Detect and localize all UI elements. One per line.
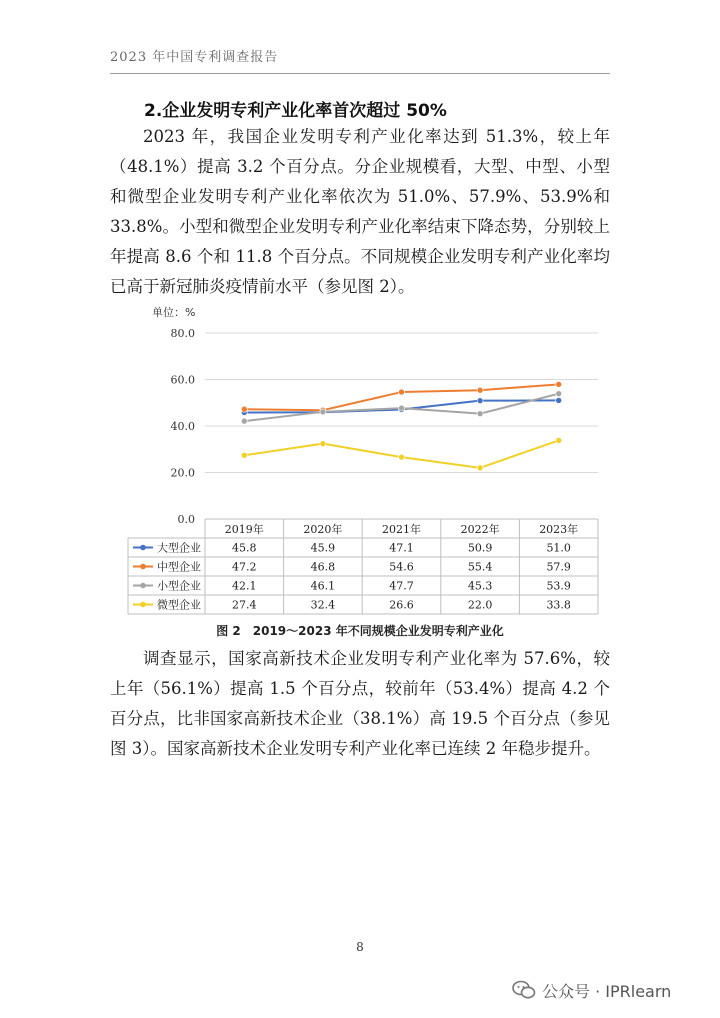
data-label: 47.7	[389, 579, 414, 593]
data-label: 53.9	[546, 579, 571, 593]
y-tick-label: 40.0	[170, 420, 195, 433]
data-label: 45.3	[467, 579, 493, 593]
data-point	[556, 381, 562, 387]
data-label: 46.8	[310, 560, 336, 574]
data-label: 47.1	[389, 541, 414, 555]
x-category-label: 2020年	[303, 523, 343, 536]
data-label: 22.0	[467, 598, 493, 612]
data-point	[241, 406, 247, 412]
data-point	[399, 454, 405, 460]
body-paragraph-1: 2023 年，我国企业发明专利产业化率达到 51.3%，较上年（48.1%）提高 3.2 个百分点。分企业规模看，大型、中型、小型和微型企业发明专利产业化率依次为 51.0%、57.9%、53.9%和 33.8%。小型和微型企业发明专利产业化率结束下降态势，分别较上年提高 8.6 个和 11.8 个百分点。不同规模企业发明专利产业化率均已高于新冠肺炎疫情前水平（参见图 2）。	[110, 127, 610, 296]
data-point	[477, 465, 483, 471]
data-point	[477, 411, 483, 417]
data-label: 57.9	[546, 560, 571, 574]
y-tick-label: 80.0	[170, 327, 195, 340]
legend-key-marker	[140, 583, 146, 589]
section-heading: 2.企业发明专利产业化率首次超过 50%	[144, 101, 447, 121]
legend-label: 中型企业	[157, 560, 201, 574]
legend-key-marker	[140, 545, 146, 551]
data-point	[477, 387, 483, 393]
data-label: 55.4	[467, 560, 493, 574]
data-point	[399, 389, 405, 395]
data-label: 50.9	[467, 541, 493, 555]
data-point	[556, 397, 562, 403]
data-label: 51.0	[546, 541, 571, 555]
page-number: 8	[356, 940, 364, 954]
x-category-label: 2019年	[224, 523, 264, 536]
data-label: 32.4	[310, 598, 336, 612]
y-tick-label: 60.0	[170, 373, 195, 387]
data-label: 33.8	[546, 598, 571, 612]
data-point	[320, 409, 326, 415]
wechat-icon	[512, 980, 536, 1000]
data-label: 26.6	[389, 598, 414, 612]
chart-unit-label: 单位：%	[152, 306, 196, 319]
data-label: 46.1	[310, 579, 336, 593]
data-point	[556, 437, 562, 443]
legend-label: 小型企业	[157, 579, 201, 593]
data-point	[399, 405, 405, 411]
x-category-label: 2021年	[382, 523, 421, 536]
body-paragraph-2: 调查显示，国家高新技术企业发明专利产业化率为 57.6%，较上年（56.1%）提高 1.5 个百分点，较前年（53.4%）提高 4.2 个百分点，比非国家高新技术企业（38.1%）高 19.5 个百分点（参见图 3）。国家高新技术企业发明专利产业化率已连续 2 年稳步提升。	[110, 649, 610, 758]
data-label: 47.2	[232, 560, 257, 574]
legend-key-marker	[140, 602, 146, 608]
y-tick-label: 0.0	[177, 513, 195, 526]
data-label: 27.4	[232, 598, 257, 612]
data-label: 45.9	[310, 541, 336, 555]
legend-label: 微型企业	[157, 598, 201, 612]
x-category-label: 2022年	[460, 523, 500, 536]
data-point	[241, 418, 247, 424]
data-point	[320, 441, 326, 447]
legend-label: 大型企业	[157, 541, 201, 555]
data-label: 45.8	[232, 541, 257, 555]
legend-key-marker	[140, 564, 146, 570]
data-label: 42.1	[232, 579, 257, 593]
page-header: 2023 年中国专利调查报告	[110, 46, 610, 74]
data-point	[241, 452, 247, 458]
wechat-watermark	[512, 978, 671, 1002]
y-tick-label: 20.0	[170, 466, 195, 480]
data-label: 54.6	[389, 560, 414, 574]
x-category-label: 2023年	[539, 523, 579, 536]
data-point	[477, 398, 483, 404]
data-point	[556, 391, 562, 397]
figure-caption: 图 2 2019～2023 年不同规模企业发明专利产业化	[216, 624, 504, 638]
watermark-text: 公众号 · IPRlearn	[542, 981, 672, 1001]
